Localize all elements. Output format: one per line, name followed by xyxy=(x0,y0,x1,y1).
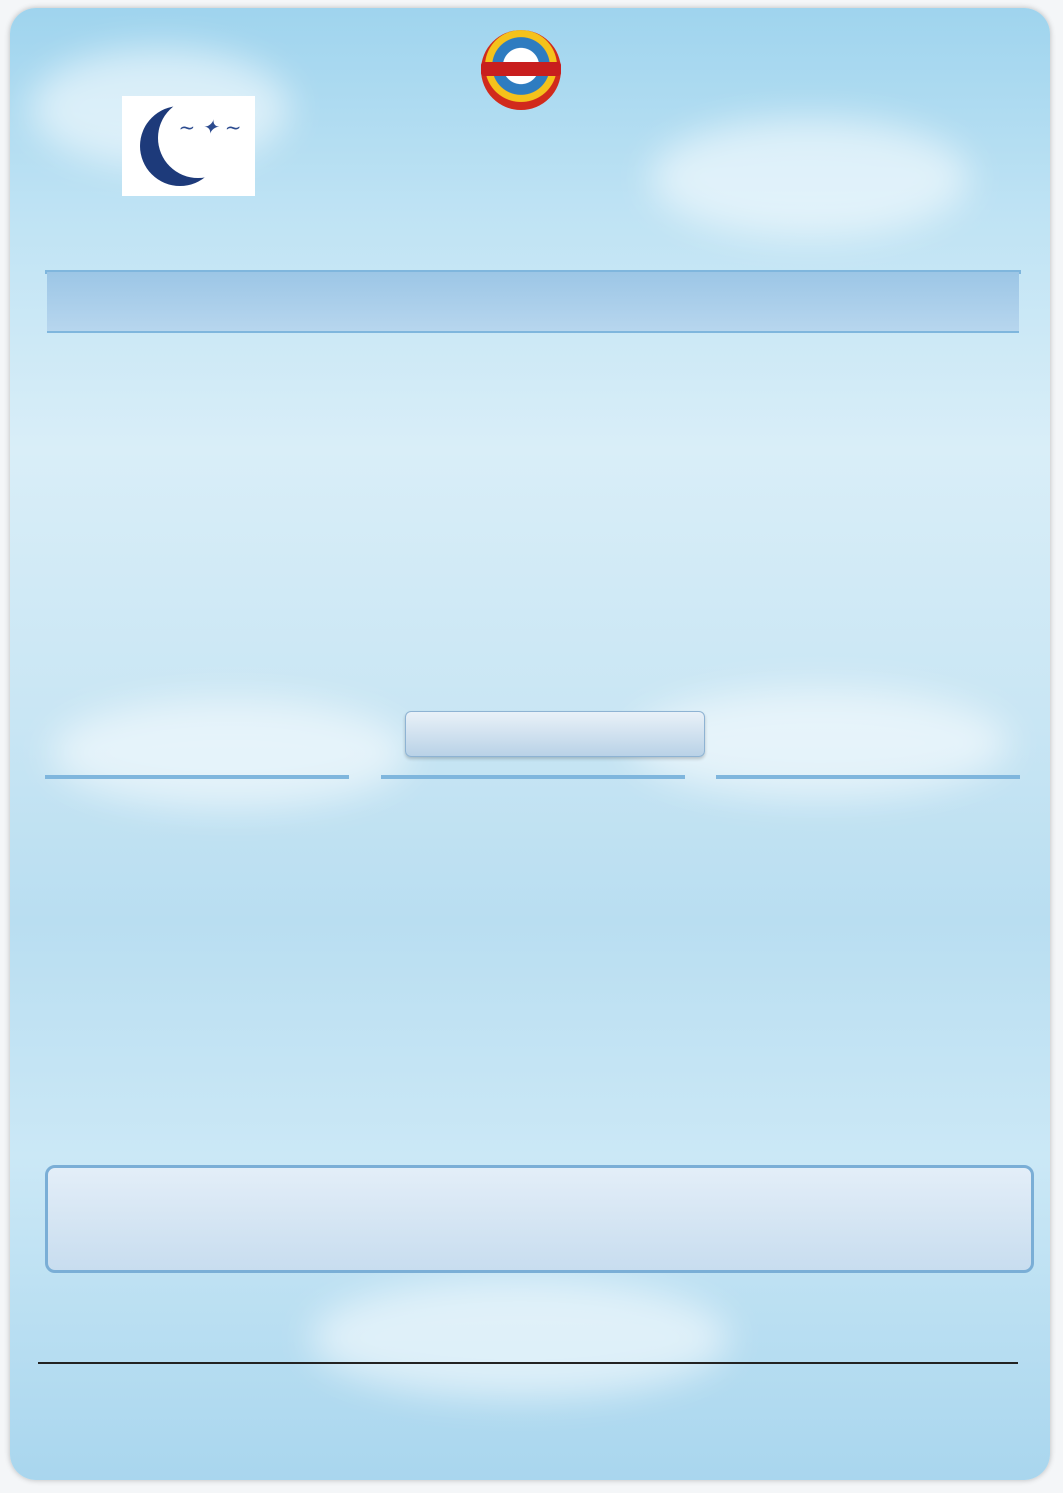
header-night xyxy=(447,272,667,331)
header-region xyxy=(827,272,1019,331)
temperature-table-3 xyxy=(45,775,349,779)
header-day xyxy=(667,272,827,331)
footer-divider xyxy=(38,1362,1018,1364)
cloud-decoration xyxy=(50,698,410,808)
sea-state-box xyxy=(45,1165,1034,1273)
temperature-table-2 xyxy=(381,775,685,779)
weather-table-header xyxy=(47,272,1019,333)
logo-band xyxy=(481,62,561,76)
header-phenomena xyxy=(47,272,447,331)
cloud-decoration xyxy=(650,118,970,238)
temperature-table-1 xyxy=(716,775,1020,779)
cloud-decoration xyxy=(310,1278,730,1398)
ramadan-moon-icon xyxy=(122,96,255,196)
temperatures-heading xyxy=(405,711,705,757)
ramadan-calligraphy-icon: ~ ✦ ~ xyxy=(178,115,242,139)
weather-table xyxy=(45,270,1021,274)
